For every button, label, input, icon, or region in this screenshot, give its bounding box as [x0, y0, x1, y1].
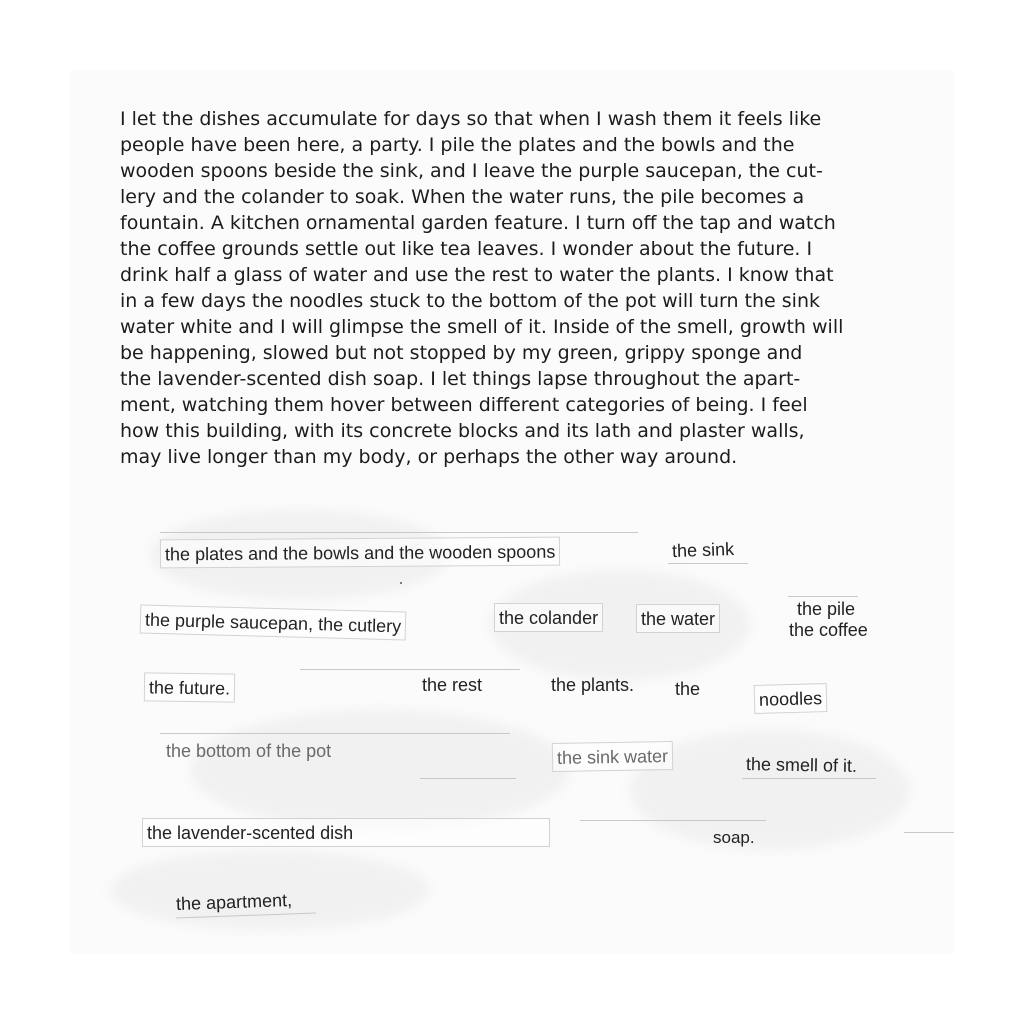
clipping-water: the water: [636, 604, 720, 633]
prose-line: in a few days the noodles stuck to the bottom of the pot will turn the sink: [120, 290, 820, 312]
prose-line: the lavender-scented dish soap. I let things lapse throughout the apart-: [120, 368, 801, 390]
prose-line: lery and the colander to soak. When the water runs, the pile becomes a: [120, 186, 805, 208]
clipping-edge: [742, 778, 876, 779]
smudge: [190, 710, 570, 830]
clipping-noodles: noodles: [754, 683, 828, 714]
clipping-plates: the plates and the bowls and the wooden spoons: [160, 537, 560, 569]
clipping-colander: the colander: [494, 603, 603, 632]
prose-line: water white and I will glimpse the smell of it. Inside of the smell, growth will: [120, 316, 844, 338]
clipping-saucepan: the purple saucepan, the cutlery: [140, 605, 407, 641]
prose-line: I let the dishes accumulate for days so that when I wash them it feels like: [120, 108, 822, 130]
clipping-edge: [580, 820, 766, 821]
clipping-edge: [420, 778, 516, 779]
clipping-lavender: the lavender-scented dish: [142, 818, 550, 847]
clipping-bottom: the bottom of the pot: [166, 741, 332, 761]
clipping-the: the: [675, 679, 701, 699]
prose-line: the coffee grounds settle out like tea leaves. I wonder about the future. I: [120, 238, 813, 260]
clipping-edge: [160, 532, 638, 533]
clipping-sink: the sink: [671, 538, 735, 562]
clipping-pile: the pile: [797, 599, 856, 619]
clipping-edge: [668, 563, 748, 564]
prose-line: how this building, with its concrete blocks and its lath and plaster walls,: [120, 420, 805, 442]
prose-line: people have been here, a party. I pile the plates and the bowls and the: [120, 134, 795, 156]
prose-line: ment, watching them hover between different categories of being. I feel: [120, 394, 808, 416]
clipping-smell: the smell of it.: [745, 754, 858, 776]
prose-line: may live longer than my body, or perhaps the other way around.: [120, 446, 738, 468]
clipping-rest: the rest: [422, 675, 483, 695]
prose-paragraph: [120, 106, 920, 470]
clipping-edge: [300, 669, 520, 670]
clipping-edge: [904, 832, 954, 833]
clipping-coffee: the coffee: [789, 620, 868, 640]
prose-line: drink half a glass of water and use the rest to water the plants. I know that: [120, 264, 834, 286]
clipping-sink-water: the sink water: [552, 741, 674, 772]
speck: [400, 582, 402, 584]
prose-line: wooden spoons beside the sink, and I leave the purple saucepan, the cut-: [120, 160, 823, 182]
prose-line: fountain. A kitchen ornamental garden feature. I turn off the tap and watch: [120, 212, 836, 234]
clipping-plants: the plants.: [551, 675, 635, 695]
clipping-edge: [160, 733, 510, 734]
clipping-future: the future.: [144, 672, 235, 702]
prose-line: be happening, slowed but not stopped by my green, grippy sponge and: [120, 342, 803, 364]
clipping-apartment: the apartment,: [175, 889, 293, 915]
clipping-edge: [788, 596, 858, 597]
clipping-soap: soap.: [713, 828, 755, 847]
